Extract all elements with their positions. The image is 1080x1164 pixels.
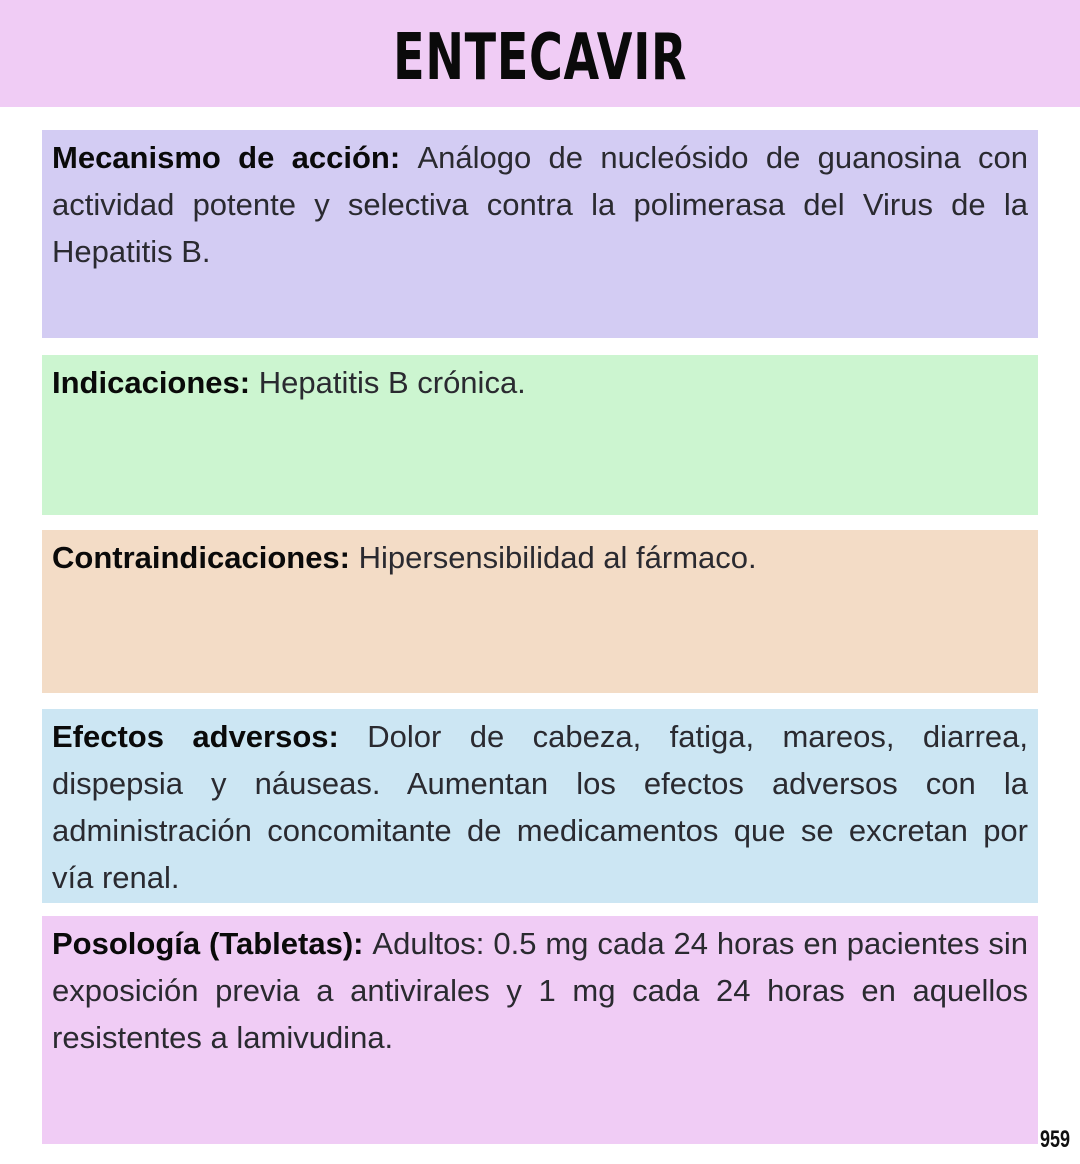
section-indications <box>42 355 1038 515</box>
section-text: Dolor de cabeza, fatiga, mareos, diarrea, dispepsia y náuseas. Aumentan los efectos adversos con la administración concomitante de medicamentos que se excretan por vía renal. <box>52 719 1028 895</box>
section-label: Efectos adversos: <box>52 719 368 754</box>
section-label: Mecanismo de acción: <box>52 140 418 175</box>
page-number: 959 <box>1040 1126 1071 1153</box>
section-label: Posología (Tabletas): <box>52 926 373 961</box>
drug-title: ENTECAVIR <box>392 20 688 95</box>
section-adverse-effects <box>42 709 1038 903</box>
section-text: Adultos: 0.5 mg cada 24 horas en pacientes sin exposición previa a antivirales y 1 mg cada 24 horas en aquellos resistentes a lamivudina. <box>52 926 1028 1055</box>
title-banner <box>0 0 1080 107</box>
section-mechanism <box>42 130 1038 338</box>
section-dosage <box>42 916 1038 1144</box>
section-contraindications <box>42 530 1038 693</box>
section-label: Indicaciones: <box>52 365 259 400</box>
section-text: Hipersensibilidad al fármaco. <box>358 540 757 575</box>
section-text: Hepatitis B crónica. <box>258 365 526 400</box>
section-label: Contraindicaciones: <box>52 540 359 575</box>
section-text: Análogo de nucleósido de guanosina con actividad potente y selectiva contra la polimerasa del Virus de la Hepatitis B. <box>52 140 1028 269</box>
